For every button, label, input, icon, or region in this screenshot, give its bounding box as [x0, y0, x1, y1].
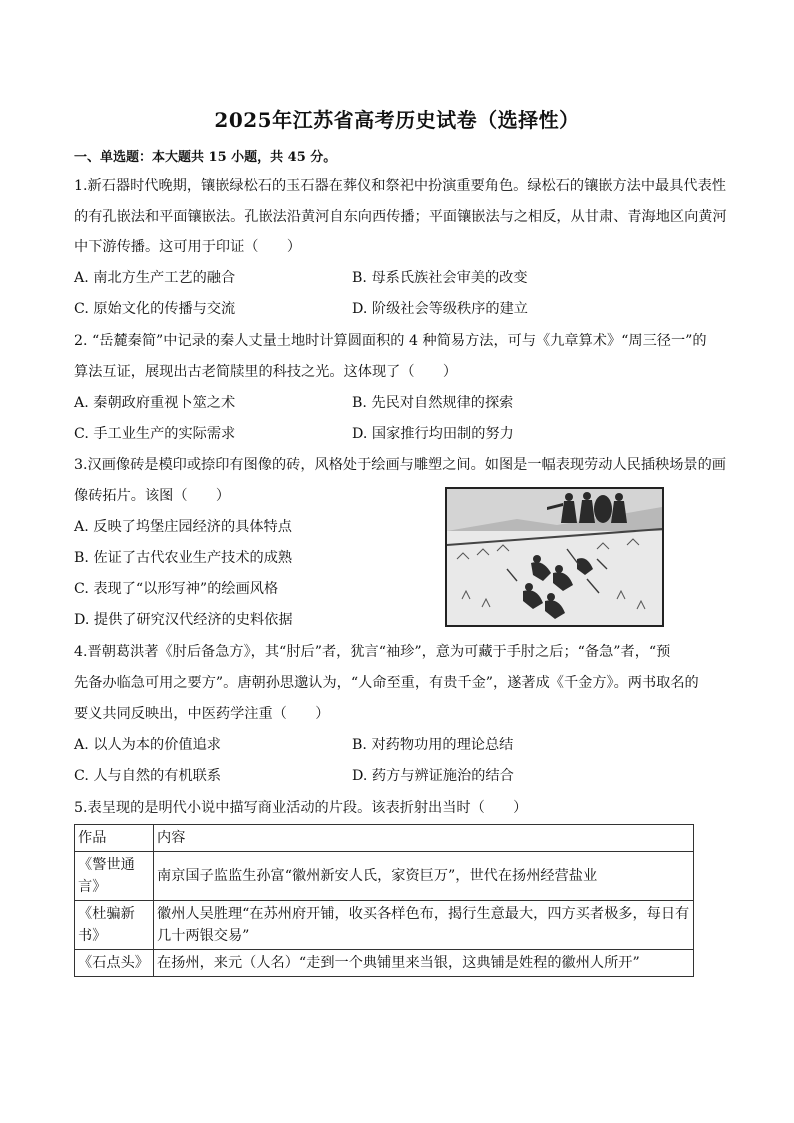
q3-option-a: A. 反映了坞堡庄园经济的具体特点 [74, 519, 292, 535]
q1-option-d: D. 阶级社会等级秩序的建立 [352, 301, 528, 317]
q1-option-b: B. 母系氏族社会审美的改变 [352, 270, 528, 286]
q2-stem-line: 算法互证，展现出古老简牍里的科技之光。这体现了（ ） [74, 364, 458, 380]
table-cell-content: 在扬州，来元（人名）“走到一个典铺里来当银，这典铺是姓程的徽州人所开” [154, 950, 694, 977]
exam-title: 2025年江苏省高考历史试卷（选择性） [214, 108, 580, 132]
q4-option-a: A. 以人为本的价值追求 [74, 737, 221, 753]
q2-option-a: A. 秦朝政府重视卜筮之术 [74, 395, 236, 411]
q5-stem-line: 5.表呈现的是明代小说中描写商业活动的片段。该表折射出当时（ ） [74, 800, 528, 816]
q2-option-b: B. 先民对自然规律的探索 [352, 395, 514, 411]
q1-option-c: C. 原始文化的传播与交流 [74, 301, 236, 317]
q3-stem-line: 像砖拓片。该图（ ） [74, 488, 231, 504]
table-cell-content: 徽州人吴胜理“在苏州府开铺，收买各样色布，揭行生意最大，四方买者极多，每日有几十两银交易” [154, 901, 694, 950]
section-heading: 一、单选题：本大题共 15 小题，共 45 分。 [74, 150, 337, 165]
q3-option-b: B. 佐证了古代农业生产技术的成熟 [74, 550, 293, 566]
q2-stem-line: 2. “岳麓秦简”中记录的秦人丈量土地时计算圆面积的 4 种简易方法，可与《九章算术》“周三径一”的 [74, 333, 707, 349]
table-header-cell: 内容 [154, 825, 694, 852]
q2-option-c: C. 手工业生产的实际需求 [74, 426, 236, 442]
table-header-row [75, 825, 694, 852]
table-cell-work: 《石点头》 [75, 950, 154, 977]
table-cell-work: 《杜骗新书》 [75, 901, 154, 950]
q1-stem-line: 的有孔嵌法和平面镶嵌法。孔嵌法沿黄河自东向西传播；平面镶嵌法与之相反，从甘肃、青海地区向黄河 [74, 209, 727, 225]
table-cell-work: 《警世通言》 [75, 852, 154, 901]
table-cell-content: 南京国子监监生孙富“徽州新安人氏，家资巨万”，世代在扬州经营盐业 [154, 852, 694, 901]
q2-option-d: D. 国家推行均田制的努力 [352, 426, 514, 442]
q4-stem-line: 4.晋朝葛洪著《肘后备急方》，其“肘后”者，犹言“袖珍”，意为可藏于手肘之后；“备急”者，“预 [74, 644, 671, 660]
q1-option-a: A. 南北方生产工艺的融合 [74, 270, 236, 286]
q4-option-c: C. 人与自然的有机联系 [74, 768, 222, 784]
brick-rubbing-image [445, 487, 664, 627]
q3-option-d: D. 提供了研究汉代经济的史料依据 [74, 612, 293, 628]
q1-stem-line: 中下游传播。这可用于印证（ ） [74, 239, 302, 255]
q3-stem-line: 3.汉画像砖是模印或捺印有图像的砖，风格处于绘画与雕塑之间。如图是一幅表现劳动人民插秧场景的画 [74, 457, 726, 473]
q3-option-c: C. 表现了“以形写神”的绘画风格 [74, 581, 279, 597]
q4-option-b: B. 对药物功用的理论总结 [352, 737, 514, 753]
table-row [75, 852, 694, 901]
q1-stem-line: 1.新石器时代晚期，镶嵌绿松石的玉石器在葬仪和祭祀中扮演重要角色。绿松石的镶嵌方法中最具代表性 [74, 178, 726, 194]
q4-stem-line: 要义共同反映出，中医药学注重（ ） [74, 706, 330, 722]
rice-planting-scene-illustration [447, 489, 662, 625]
q4-option-d: D. 药方与辨证施治的结合 [352, 768, 514, 784]
novel-excerpts-table [74, 824, 694, 977]
table-row [75, 901, 694, 950]
table-header-cell: 作品 [75, 825, 154, 852]
q4-stem-line: 先备办临急可用之要方”。唐朝孙思邈认为，“人命至重，有贵千金”，遂著成《千金方》。两书取名的 [74, 675, 699, 691]
table-row [75, 950, 694, 977]
